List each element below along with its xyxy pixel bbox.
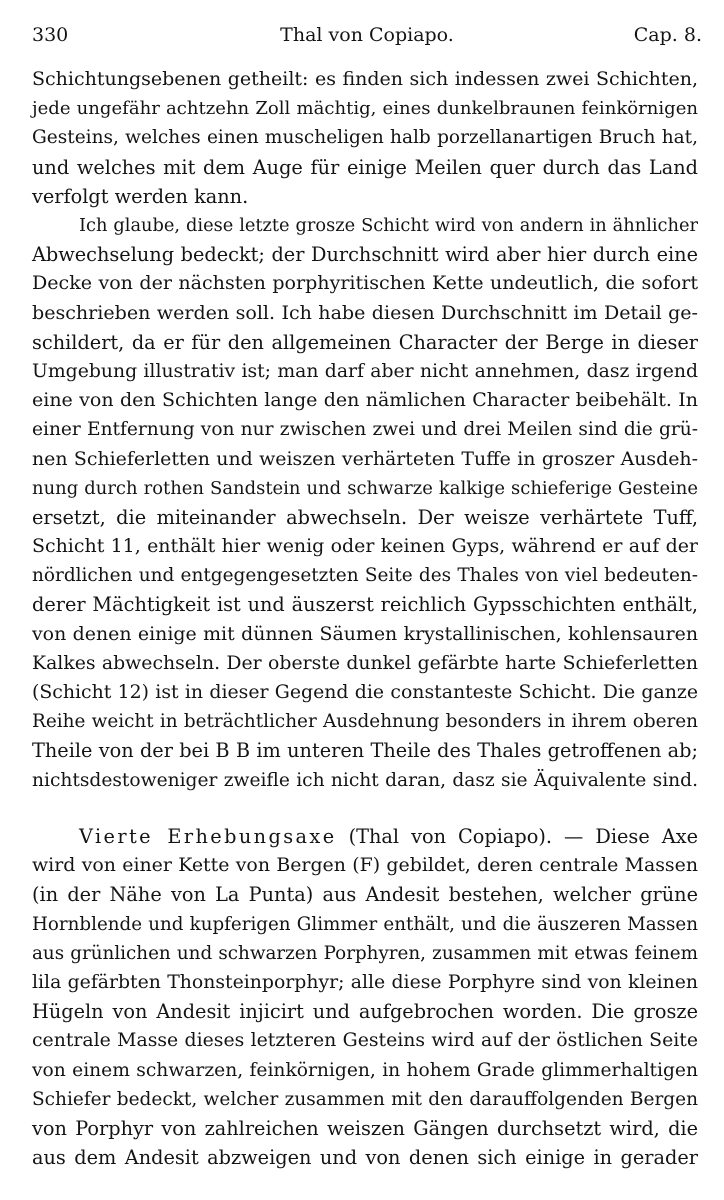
running-header: [32, 24, 702, 48]
text-line: Schichtungsebenen getheilt: es finden sich indessen zwei Schichten,: [32, 68, 698, 90]
text-line: verfolgt werden kann.: [32, 184, 249, 208]
section-heading: Vierte Erhebungsaxe: [79, 825, 337, 848]
text-line: von denen einige mit dünnen Säumen krystallinischen, kohlensauren: [32, 622, 698, 645]
text-line: Abwechselung bedeckt; der Durchschnitt wird aber hier durch eine: [32, 243, 698, 267]
text-line: Theile von der bei B B im unteren Theile des Thales getroffenen ab;: [32, 739, 698, 763]
text-line: (in der Nähe von La Punta) aus Andesit bestehen, welcher grüne: [32, 883, 698, 907]
text-line: Gesteins, welches einen muscheligen halb porzellanartigen Bruch hat,: [32, 127, 698, 149]
text-line: eine von den Schichten lange den nämlichen Character beibehält. In: [32, 389, 698, 412]
paragraph-3: [32, 822, 698, 1172]
text-line: ersetzt, die miteinander abwechseln. Der weisze verhärtete Tuff,: [32, 505, 698, 529]
text-line: Decke von der nächsten porphyritischen Kette undeutlich, die sofort: [32, 272, 698, 295]
text-line: aus grünlichen und schwarzen Porphyren, zusammen mit etwas feinem: [32, 942, 698, 964]
paragraph-2: [32, 211, 698, 795]
section-heading-rest: (Thal von Copiapo). — Diese Axe: [336, 825, 698, 848]
section-heading-line: [32, 822, 698, 851]
text-line: von einem schwarzen, feinkörnigen, in hohem Grade glimmerhaltigen: [32, 1059, 698, 1081]
text-line: lila gefärbten Thonsteinporphyr; alle diese Porphyre sind von kleinen: [32, 971, 698, 993]
text-line: nichtsdestoweniger zweifle ich nicht daran, dasz sie Äquivalente sind.: [32, 769, 698, 791]
text-line: wird von einer Kette von Bergen (F) gebildet, deren centrale Massen: [32, 854, 698, 877]
text-line: derer Mächtigkeit ist und äuszerst reichlich Gypsschichten enthält,: [32, 593, 698, 617]
text-line: nung durch rothen Sandstein und schwarze kalkige schieferige Gesteine: [32, 477, 698, 499]
text-line: Hornblende und kupferigen Glimmer enthält, und die äuszeren Massen: [32, 913, 698, 935]
text-line: Umgebung illustrativ ist; man darf aber nicht annehmen, dasz irgend: [32, 360, 698, 382]
text-line: einer Entfernung von nur zwischen zwei und drei Meilen sind die grü-: [32, 419, 698, 441]
text-line: schildert, da er für den allgemeinen Character der Berge in dieser: [32, 330, 698, 354]
running-title: Thal von Copiapo.: [280, 24, 454, 46]
text-line: jede ungefähr achtzehn Zoll mächtig, eines dunkelbraunen feinkörnigen: [32, 98, 698, 120]
text-line: Ich glaube, diese letzte grosze Schicht wird von andern in ähnlicher: [79, 215, 698, 236]
text-line: nen Schieferletten und weiszen verhärteten Tuffe in groszer Ausdeh-: [32, 447, 698, 470]
text-line: nördlichen und entgegengesetzten Seite des Thales von viel bedeuten-: [32, 565, 698, 587]
chapter-label: Cap. 8.: [633, 24, 702, 46]
text-line: und welches mit dem Auge für einige Meilen quer durch das Land: [32, 155, 698, 179]
text-line: von Porphyr von zahlreichen weiszen Gängen durchsetzt wird, die: [32, 1116, 698, 1140]
text-line: Kalkes abwechseln. Der oberste dunkel gefärbte harte Schieferletten: [32, 652, 698, 674]
page-number: 330: [32, 24, 69, 46]
text-line: aus dem Andesit abzweigen und von denen sich einige in gerader: [32, 1146, 698, 1170]
text-line: Hügeln von Andesit injicirt und aufgebrochen worden. Die grosze: [32, 1000, 698, 1024]
text-line: Schiefer bedeckt, welcher zusammen mit den darauffolgenden Bergen: [32, 1088, 698, 1110]
text-line: beschrieben werden soll. Ich habe diesen Durchschnitt im Detail ge-: [32, 301, 698, 324]
text-line: Reihe weicht in beträchtlicher Ausdehnung besonders in ihrem oberen: [32, 711, 698, 733]
paragraph-1: [32, 65, 698, 211]
text-line: centrale Masse dieses letzteren Gesteins wird auf der östlichen Seite: [32, 1030, 698, 1052]
text-line: (Schicht 12) ist in dieser Gegend die constanteste Schicht. Die ganze: [32, 681, 698, 703]
text-line: Schicht 11, enthält hier wenig oder keinen Gyps, während er auf der: [32, 535, 698, 558]
